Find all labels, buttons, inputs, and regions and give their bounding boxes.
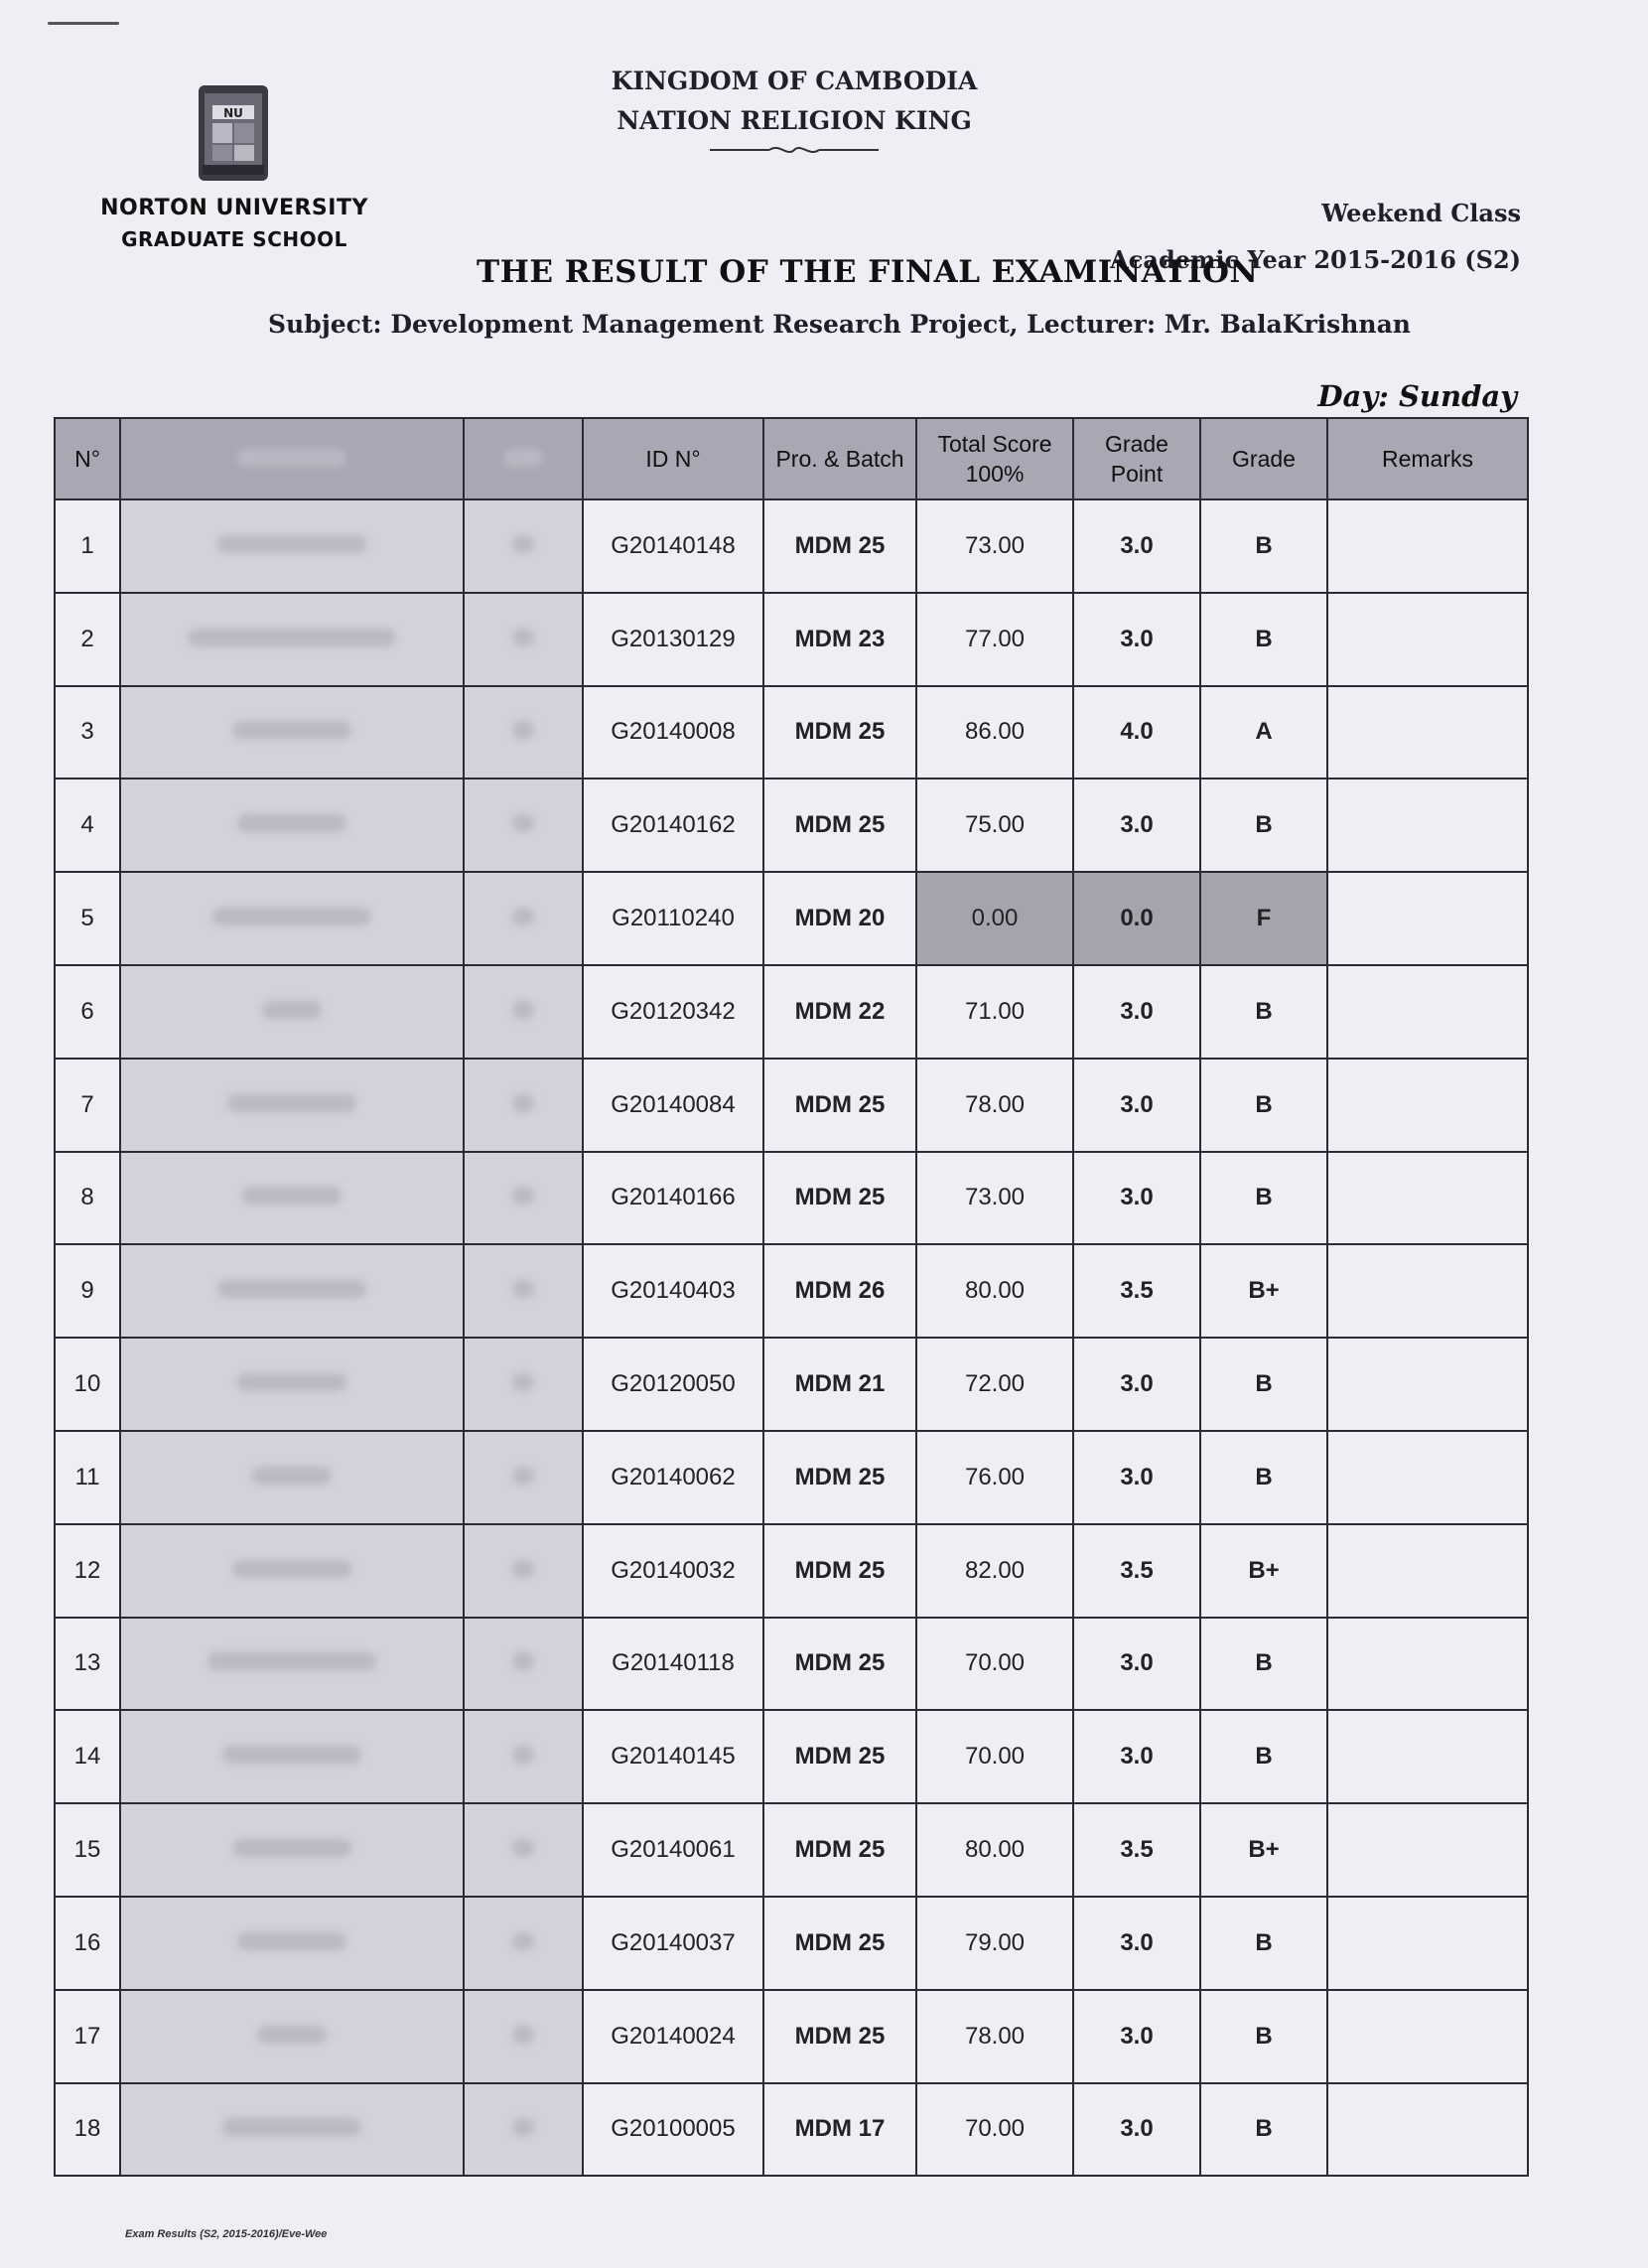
cell-remarks (1327, 499, 1528, 593)
redaction-blur (242, 1187, 342, 1205)
cell-grade-point: 3.0 (1073, 1710, 1200, 1803)
cell-grade-point: 3.0 (1073, 2083, 1200, 2177)
cell-remarks (1327, 2083, 1528, 2177)
cell-grade: B (1200, 1152, 1327, 1245)
cell-id: G20140162 (583, 779, 763, 872)
cell-name-redacted (120, 1152, 464, 1245)
cell-grade: B (1200, 779, 1327, 872)
table-row (55, 686, 1528, 780)
header-no: N° (55, 418, 120, 499)
cell-batch: MDM 17 (763, 2083, 916, 2177)
ornament-divider-icon (710, 143, 879, 157)
cell-remarks (1327, 1990, 1528, 2083)
cell-batch: MDM 25 (763, 1897, 916, 1990)
redaction-blur (512, 1839, 534, 1857)
exam-day: Day: Sunday (1317, 379, 1517, 413)
cell-batch: MDM 25 (763, 499, 916, 593)
cell-grade-point: 3.0 (1073, 1059, 1200, 1152)
cell-remarks (1327, 1618, 1528, 1711)
cell-id: G20100005 (583, 2083, 763, 2177)
cell-grade: B+ (1200, 1244, 1327, 1338)
table-row (55, 1152, 1528, 1245)
cell-name-redacted (120, 779, 464, 872)
cell-no: 17 (55, 1990, 120, 2083)
redaction-blur (232, 1560, 351, 1578)
cell-name-redacted (120, 1618, 464, 1711)
header-total-score-line2: 100% (965, 461, 1025, 487)
cell-remarks (1327, 593, 1528, 686)
redaction-blur (512, 1001, 534, 1019)
cell-total-score: 82.00 (916, 1524, 1073, 1618)
cell-no: 1 (55, 499, 120, 593)
redaction-blur (512, 535, 534, 553)
header-grade-point (1073, 418, 1200, 499)
cell-no: 9 (55, 1244, 120, 1338)
cell-no: 16 (55, 1897, 120, 1990)
cell-grade-point: 3.0 (1073, 1152, 1200, 1245)
national-motto: NATION RELIGION KING (617, 106, 972, 135)
cell-grade-point: 3.5 (1073, 1524, 1200, 1618)
cell-id: G20140061 (583, 1803, 763, 1897)
cell-no: 18 (55, 2083, 120, 2177)
cell-grade: B (1200, 499, 1327, 593)
cell-id: G20120050 (583, 1338, 763, 1431)
header-sex-redacted (464, 418, 583, 499)
cell-sex-redacted (464, 1338, 583, 1431)
cell-total-score: 86.00 (916, 686, 1073, 780)
table-row (55, 1803, 1528, 1897)
table-row (55, 1990, 1528, 2083)
cell-no: 14 (55, 1710, 120, 1803)
redaction-blur (237, 1373, 346, 1391)
cell-grade-point: 3.0 (1073, 1618, 1200, 1711)
class-type: Weekend Class (1321, 199, 1521, 227)
redaction-blur (237, 1932, 346, 1950)
cell-sex-redacted (464, 1152, 583, 1245)
cell-batch: MDM 21 (763, 1338, 916, 1431)
cell-remarks (1327, 1059, 1528, 1152)
redaction-blur (512, 1467, 534, 1485)
cell-remarks (1327, 779, 1528, 872)
cell-name-redacted (120, 1338, 464, 1431)
cell-id: G20140024 (583, 1990, 763, 2083)
cell-remarks (1327, 686, 1528, 780)
header-total-score-line1: Total Score (937, 431, 1052, 457)
cell-grade: B (1200, 1618, 1327, 1711)
redaction-blur (257, 2026, 327, 2044)
redaction-blur (222, 2118, 361, 2136)
cell-sex-redacted (464, 1710, 583, 1803)
cell-name-redacted (120, 2083, 464, 2177)
redaction-blur (512, 721, 534, 739)
redaction-blur (252, 1467, 332, 1485)
university-logo-icon (195, 83, 272, 187)
cell-batch: MDM 25 (763, 1803, 916, 1897)
cell-sex-redacted (464, 1524, 583, 1618)
cell-name-redacted (120, 686, 464, 780)
table-row (55, 1338, 1528, 1431)
results-table (54, 417, 1529, 2177)
cell-grade: B (1200, 593, 1327, 686)
cell-total-score: 80.00 (916, 1244, 1073, 1338)
cell-grade: B (1200, 965, 1327, 1059)
cell-batch: MDM 22 (763, 965, 916, 1059)
cell-grade: B (1200, 1338, 1327, 1431)
cell-grade-point: 3.0 (1073, 593, 1200, 686)
cell-batch: MDM 25 (763, 686, 916, 780)
cell-name-redacted (120, 499, 464, 593)
cell-total-score: 80.00 (916, 1803, 1073, 1897)
cell-no: 15 (55, 1803, 120, 1897)
cell-name-redacted (120, 965, 464, 1059)
cell-grade: A (1200, 686, 1327, 780)
logo-text: NU (223, 106, 243, 120)
cell-no: 6 (55, 965, 120, 1059)
redaction-blur (512, 1187, 534, 1205)
cell-no: 10 (55, 1338, 120, 1431)
header-total-score (916, 418, 1073, 499)
cell-remarks (1327, 1710, 1528, 1803)
cell-remarks (1327, 1803, 1528, 1897)
cell-total-score: 73.00 (916, 499, 1073, 593)
redaction-blur (232, 1839, 351, 1857)
table-row (55, 872, 1528, 965)
footer-note: Exam Results (S2, 2015-2016)/Eve-Wee (125, 2228, 328, 2240)
redaction-blur (217, 1280, 366, 1298)
cell-grade: B+ (1200, 1524, 1327, 1618)
cell-remarks (1327, 1338, 1528, 1431)
table-row (55, 1244, 1528, 1338)
table-row (55, 1431, 1528, 1524)
cell-sex-redacted (464, 1897, 583, 1990)
cell-sex-redacted (464, 1990, 583, 2083)
cell-total-score: 73.00 (916, 1152, 1073, 1245)
university-name: NORTON UNIVERSITY (100, 196, 368, 220)
cell-grade: B (1200, 2083, 1327, 2177)
cell-total-score: 70.00 (916, 1618, 1073, 1711)
cell-id: G20140166 (583, 1152, 763, 1245)
cell-total-score: 70.00 (916, 2083, 1073, 2177)
cell-no: 13 (55, 1618, 120, 1711)
redaction-blur (212, 908, 371, 925)
redaction-blur (222, 1746, 361, 1764)
cell-sex-redacted (464, 1618, 583, 1711)
redaction-blur (512, 1652, 534, 1670)
cell-sex-redacted (464, 1059, 583, 1152)
cell-batch: MDM 25 (763, 1524, 916, 1618)
cell-total-score: 70.00 (916, 1710, 1073, 1803)
cell-batch: MDM 25 (763, 1152, 916, 1245)
header-batch: Pro. & Batch (763, 418, 916, 499)
cell-id: G20140118 (583, 1618, 763, 1711)
cell-name-redacted (120, 1710, 464, 1803)
institution-block (95, 193, 373, 254)
cell-remarks (1327, 1244, 1528, 1338)
table-row (55, 779, 1528, 872)
cell-no: 5 (55, 872, 120, 965)
cell-sex-redacted (464, 965, 583, 1059)
cell-id: G20140032 (583, 1524, 763, 1618)
table-row (55, 2083, 1528, 2177)
document-title: THE RESULT OF THE FINAL EXAMINATION (477, 254, 1259, 290)
header-grade-point-line2: Point (1110, 461, 1164, 487)
cell-grade: B (1200, 1431, 1327, 1524)
cell-total-score: 71.00 (916, 965, 1073, 1059)
cell-total-score: 75.00 (916, 779, 1073, 872)
cell-remarks (1327, 1897, 1528, 1990)
cell-batch: MDM 25 (763, 1431, 916, 1524)
table-row (55, 965, 1528, 1059)
cell-grade-point: 3.5 (1073, 1803, 1200, 1897)
cell-name-redacted (120, 1244, 464, 1338)
cell-sex-redacted (464, 593, 583, 686)
cell-grade-point: 3.0 (1073, 1990, 1200, 2083)
table-row (55, 1618, 1528, 1711)
cell-name-redacted (120, 1524, 464, 1618)
cell-grade-point: 0.0 (1073, 872, 1200, 965)
cell-id: G20120342 (583, 965, 763, 1059)
redaction-blur (512, 1094, 534, 1112)
header-remarks: Remarks (1327, 418, 1528, 499)
redaction-blur (217, 535, 366, 553)
redaction-blur (512, 1280, 534, 1298)
cell-batch: MDM 25 (763, 1990, 916, 2083)
cell-sex-redacted (464, 1431, 583, 1524)
cell-remarks (1327, 965, 1528, 1059)
cell-grade-point: 3.5 (1073, 1244, 1200, 1338)
cell-id: G20140148 (583, 499, 763, 593)
cell-batch: MDM 20 (763, 872, 916, 965)
redaction-blur (512, 1932, 534, 1950)
redaction-blur (512, 1746, 534, 1764)
cell-no: 8 (55, 1152, 120, 1245)
table-row (55, 1897, 1528, 1990)
cell-batch: MDM 25 (763, 1059, 916, 1152)
cell-no: 12 (55, 1524, 120, 1618)
cell-grade-point: 3.0 (1073, 779, 1200, 872)
cell-sex-redacted (464, 1803, 583, 1897)
cell-grade-point: 3.0 (1073, 499, 1200, 593)
redaction-blur (512, 908, 534, 925)
cell-no: 3 (55, 686, 120, 780)
cell-sex-redacted (464, 779, 583, 872)
cell-sex-redacted (464, 499, 583, 593)
cell-grade: B (1200, 1990, 1327, 2083)
cell-sex-redacted (464, 872, 583, 965)
redaction-blur (512, 1560, 534, 1578)
cell-sex-redacted (464, 686, 583, 780)
cell-total-score: 79.00 (916, 1897, 1073, 1990)
cell-id: G20140084 (583, 1059, 763, 1152)
cell-name-redacted (120, 593, 464, 686)
cell-id: G20140145 (583, 1710, 763, 1803)
table-header-row (55, 418, 1528, 499)
school-name: GRADUATE SCHOOL (121, 227, 347, 251)
results-body (55, 499, 1528, 2176)
cell-batch: MDM 23 (763, 593, 916, 686)
cell-sex-redacted (464, 1244, 583, 1338)
cell-name-redacted (120, 1803, 464, 1897)
table-row (55, 1524, 1528, 1618)
cell-name-redacted (120, 1059, 464, 1152)
cell-id: G20140037 (583, 1897, 763, 1990)
cell-remarks (1327, 872, 1528, 965)
cell-no: 2 (55, 593, 120, 686)
cell-no: 11 (55, 1431, 120, 1524)
cell-total-score: 72.00 (916, 1338, 1073, 1431)
cell-remarks (1327, 1152, 1528, 1245)
subject-line: Subject: Development Management Research Project, Lecturer: Mr. BalaKrishnan (268, 310, 1411, 339)
cell-batch: MDM 26 (763, 1244, 916, 1338)
cell-grade: B (1200, 1710, 1327, 1803)
redaction-blur (512, 814, 534, 832)
redaction-blur (512, 2118, 534, 2136)
redaction-blur (512, 2026, 534, 2044)
cell-remarks (1327, 1524, 1528, 1618)
cell-total-score: 78.00 (916, 1059, 1073, 1152)
cell-id: G20140403 (583, 1244, 763, 1338)
cell-id: G20130129 (583, 593, 763, 686)
cell-name-redacted (120, 872, 464, 965)
cell-total-score: 76.00 (916, 1431, 1073, 1524)
cell-batch: MDM 25 (763, 1618, 916, 1711)
academic-year: Academic Year 2015-2016 (S2) (1110, 245, 1521, 274)
cell-grade: F (1200, 872, 1327, 965)
redaction-blur (227, 1094, 356, 1112)
cell-name-redacted (120, 1990, 464, 2083)
redaction-blur (512, 1373, 534, 1391)
cell-grade-point: 3.0 (1073, 1338, 1200, 1431)
cell-total-score: 77.00 (916, 593, 1073, 686)
cell-grade-point: 4.0 (1073, 686, 1200, 780)
table-row (55, 1059, 1528, 1152)
cell-total-score: 78.00 (916, 1990, 1073, 2083)
cell-total-score: 0.00 (916, 872, 1073, 965)
cell-batch: MDM 25 (763, 779, 916, 872)
redaction-blur (512, 629, 534, 646)
cell-grade-point: 3.0 (1073, 1431, 1200, 1524)
cell-no: 4 (55, 779, 120, 872)
cell-grade: B (1200, 1897, 1327, 1990)
redaction-blur (237, 814, 346, 832)
redaction-blur (188, 629, 396, 646)
redaction-blur (262, 1001, 322, 1019)
cell-batch: MDM 25 (763, 1710, 916, 1803)
cell-id: G20140008 (583, 686, 763, 780)
cell-name-redacted (120, 1897, 464, 1990)
cell-no: 7 (55, 1059, 120, 1152)
redaction-blur (232, 721, 351, 739)
header-id: ID N° (583, 418, 763, 499)
table-row (55, 1710, 1528, 1803)
cell-id: G20110240 (583, 872, 763, 965)
cell-grade: B (1200, 1059, 1327, 1152)
cell-sex-redacted (464, 2083, 583, 2177)
table-row (55, 593, 1528, 686)
redaction-blur (207, 1652, 376, 1670)
country-name: KINGDOM OF CAMBODIA (611, 67, 978, 95)
national-header (596, 62, 993, 157)
header-grade-point-line1: Grade (1105, 431, 1168, 457)
table-row (55, 499, 1528, 593)
scan-mark (48, 22, 119, 25)
cell-grade-point: 3.0 (1073, 965, 1200, 1059)
cell-grade-point: 3.0 (1073, 1897, 1200, 1990)
header-name-redacted (120, 418, 464, 499)
cell-name-redacted (120, 1431, 464, 1524)
cell-remarks (1327, 1431, 1528, 1524)
cell-id: G20140062 (583, 1431, 763, 1524)
header-grade: Grade (1200, 418, 1327, 499)
cell-grade: B+ (1200, 1803, 1327, 1897)
